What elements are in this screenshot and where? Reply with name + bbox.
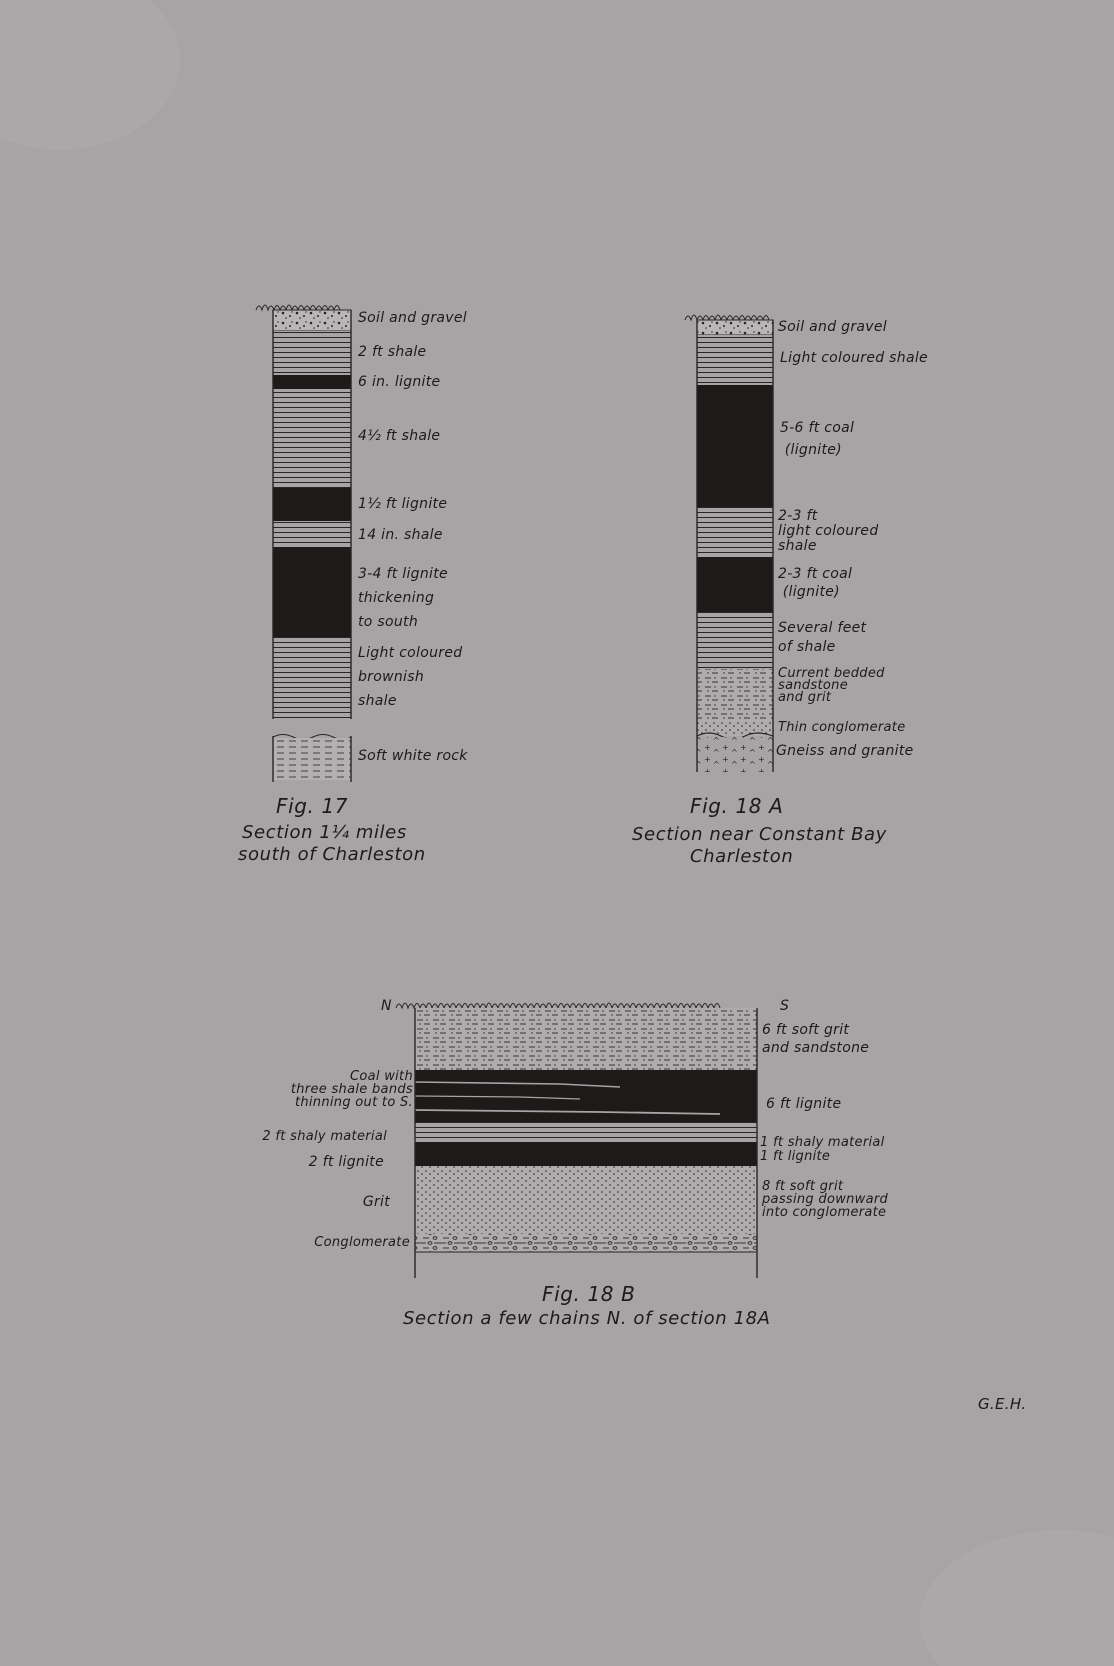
- fig17-caption-line2: south of Charleston: [238, 844, 426, 865]
- layer-14in-shale: [273, 521, 351, 547]
- fig18b-right-6ft-lignite: 6 ft lignite: [766, 1096, 842, 1112]
- fig18a-label-several-feet-shale: Several feet of shale: [778, 620, 867, 655]
- fig17-label-soft-white-rock: Soft white rock: [358, 748, 468, 764]
- grass-surface: [685, 315, 769, 320]
- layer-grit: [415, 1166, 757, 1234]
- layer-1-5ft-lignite: [273, 488, 351, 521]
- fig17-label-6in-lignite: 6 in. lignite: [358, 374, 441, 390]
- fig18a-label-thin-conglomerate: Thin conglomerate: [778, 720, 906, 735]
- fig18b-caption: Section a few chains N. of section 18A: [403, 1308, 771, 1329]
- fig18b-title: Fig. 18 B: [542, 1282, 636, 1306]
- layer-current-bedded-sandstone: [697, 669, 773, 721]
- fig18b-south: S: [780, 998, 790, 1014]
- grass-surface: [256, 305, 340, 310]
- layer-soft-grit-and-sandstone: [415, 1008, 757, 1070]
- fig18a-label-5-6ft-coal: 5-6 ft coal (lignite): [780, 420, 855, 458]
- signature-initials: G.E.H.: [978, 1395, 1027, 1413]
- fig18a-label-soil-gravel: Soil and gravel: [778, 319, 887, 335]
- fig18b-left-2ft-lignite: 2 ft lignite: [308, 1154, 384, 1170]
- fig18b-left-shaly-material: 2 ft shaly material: [262, 1129, 387, 1144]
- fig18b-left-coal-bands: Coal with three shale bands thinning out to S.: [290, 1069, 413, 1110]
- layer-6in-lignite: [273, 375, 351, 389]
- layer-2-3ft-coal: [697, 557, 773, 612]
- fig17-caption-line1: Section 1¼ miles: [242, 822, 407, 843]
- layer-light-coloured-shale: [697, 335, 773, 385]
- fig18a-caption-line1: Section near Constant Bay: [632, 824, 887, 845]
- fig17-label-soil-gravel: Soil and gravel: [358, 310, 467, 326]
- fig17-label-light-shale: Light coloured brownish shale: [358, 645, 463, 709]
- fig17-label-2ft-shale: 2 ft shale: [358, 344, 427, 360]
- fig18a-label-gneiss-granite: Gneiss and granite: [776, 743, 914, 759]
- fig18b-right-soft-grit-conglomerate: 8 ft soft grit passing downward into conglomerate: [762, 1179, 889, 1220]
- layer-conglomerate: [415, 1234, 757, 1252]
- layer-2ft-shale: [273, 331, 351, 375]
- fig18b-left-grit: Grit: [362, 1194, 390, 1210]
- fig18a-label-2-3ft-coal: 2-3 ft coal (lignite): [778, 566, 853, 600]
- layer-gneiss-and-granite: [697, 737, 773, 772]
- fig17-label-4-5ft-shale: 4½ ft shale: [358, 428, 441, 444]
- fig17-title: Fig. 17: [276, 794, 349, 818]
- fig18a-caption-line2: Charleston: [690, 846, 794, 867]
- layer-4-5ft-shale: [273, 389, 351, 488]
- fig18a-column: [685, 315, 773, 772]
- fig17-column: [256, 305, 351, 782]
- fig17-label-3-4ft-lignite: 3-4 ft lignite thickening to south: [358, 566, 448, 630]
- layer-2-3ft-light-shale: [697, 507, 773, 557]
- layer-shaly-material: [415, 1122, 757, 1142]
- layer-2ft-lignite: [415, 1142, 757, 1166]
- fig18a-label-sandstone: Current bedded sandstone and grit: [778, 666, 885, 705]
- fig18a-label-light-shale: Light coloured shale: [780, 350, 928, 366]
- layer-soft-white-rock: [273, 738, 351, 780]
- fig17-label-14in-shale: 14 in. shale: [358, 527, 443, 543]
- fig18a-title: Fig. 18 A: [690, 794, 784, 818]
- layer-soil-and-gravel: [273, 310, 351, 331]
- fig18a-label-2-3ft-shale: 2-3 ft light coloured shale: [778, 508, 879, 554]
- layer-3-4ft-lignite: [273, 547, 351, 637]
- fig18b-right-shaly-lignite: 1 ft shaly material 1 ft lignite: [760, 1135, 885, 1164]
- paper-stain: [0, 0, 180, 150]
- layer-5-6ft-coal: [697, 385, 773, 507]
- layer-soil-and-gravel: [697, 320, 773, 335]
- grass-surface: [396, 1003, 720, 1008]
- paper-stain: [920, 1530, 1114, 1666]
- fig18b-right-soft-grit: 6 ft soft grit and sandstone: [762, 1022, 870, 1056]
- layer-light-coloured-shale: [273, 637, 351, 719]
- layer-several-feet-shale: [697, 612, 773, 669]
- fig18b-section: [396, 1003, 757, 1278]
- fig18b-north: N: [381, 998, 392, 1014]
- fig18b-left-conglomerate: Conglomerate: [314, 1235, 410, 1250]
- fig17-label-1-5ft-lignite: 1½ ft lignite: [358, 496, 448, 512]
